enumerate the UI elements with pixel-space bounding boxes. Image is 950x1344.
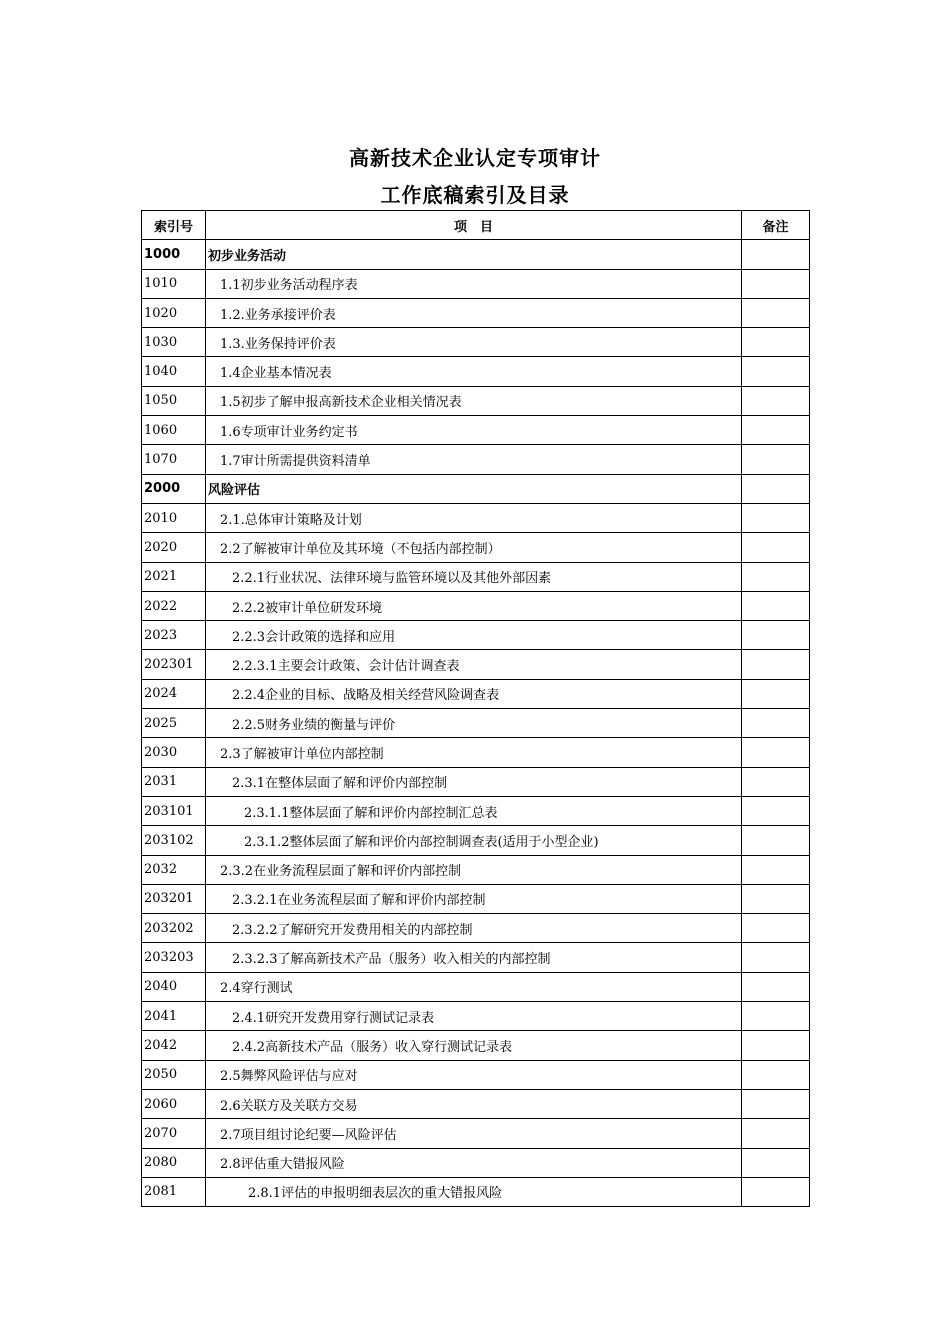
row-note: [742, 767, 810, 796]
row-item: 2.2.3会计政策的选择和应用: [206, 621, 742, 650]
row-code: 2080: [142, 1148, 206, 1177]
row-item: 2.5舞弊风险评估与应对: [206, 1060, 742, 1089]
table-row: [142, 328, 810, 357]
row-note: [742, 914, 810, 943]
row-code: 2010: [142, 503, 206, 532]
row-note: [742, 328, 810, 357]
row-item: 1.7审计所需提供资料清单: [206, 445, 742, 474]
row-code: 2060: [142, 1089, 206, 1118]
row-note: [742, 972, 810, 1001]
table-row: [142, 650, 810, 679]
table-row: [142, 240, 810, 269]
row-item: 1.3.业务保持评价表: [206, 328, 742, 357]
table-row: [142, 1177, 810, 1206]
row-code: 2000: [142, 474, 206, 503]
row-code: 2031: [142, 767, 206, 796]
row-note: [742, 591, 810, 620]
row-note: [742, 386, 810, 415]
row-item: 2.2.1行业状况、法律环境与监管环境以及其他外部因素: [206, 562, 742, 591]
table-row: [142, 1060, 810, 1089]
table-row: [142, 562, 810, 591]
row-note: [742, 826, 810, 855]
table-row: [142, 796, 810, 825]
table-row: [142, 621, 810, 650]
table-row: [142, 826, 810, 855]
row-note: [742, 738, 810, 767]
row-code: 1010: [142, 269, 206, 298]
row-note: [742, 855, 810, 884]
row-item: 2.2.5财务业绩的衡量与评价: [206, 709, 742, 738]
table-row: [142, 943, 810, 972]
row-code: 2032: [142, 855, 206, 884]
row-item: 2.2.2被审计单位研发环境: [206, 591, 742, 620]
table-header-row: [142, 211, 810, 240]
row-note: [742, 796, 810, 825]
row-item: 2.2.3.1主要会计政策、会计估计调查表: [206, 650, 742, 679]
row-note: [742, 1002, 810, 1031]
row-code: 2042: [142, 1031, 206, 1060]
row-note: [742, 650, 810, 679]
row-note: [742, 269, 810, 298]
table-row: [142, 855, 810, 884]
row-note: [742, 298, 810, 327]
table-row: [142, 679, 810, 708]
row-item: 2.3.1.1整体层面了解和评价内部控制汇总表: [206, 796, 742, 825]
row-code: 2081: [142, 1177, 206, 1206]
row-item: 2.3.1在整体层面了解和评价内部控制: [206, 767, 742, 796]
table-row: [142, 1089, 810, 1118]
row-item: 1.4企业基本情况表: [206, 357, 742, 386]
table-row: [142, 416, 810, 445]
row-code: 2040: [142, 972, 206, 1001]
row-code: 2025: [142, 709, 206, 738]
row-item: 2.4穿行测试: [206, 972, 742, 1001]
row-note: [742, 1177, 810, 1206]
row-item: 2.2了解被审计单位及其环境（不包括内部控制）: [206, 533, 742, 562]
table-row: [142, 503, 810, 532]
row-note: [742, 1060, 810, 1089]
table-row: [142, 914, 810, 943]
table-row: [142, 298, 810, 327]
row-note: [742, 943, 810, 972]
row-item: 2.3.2.2了解研究开发费用相关的内部控制: [206, 914, 742, 943]
row-item: 2.4.1研究开发费用穿行测试记录表: [206, 1002, 742, 1031]
row-code: 1050: [142, 386, 206, 415]
row-code: 2030: [142, 738, 206, 767]
row-item: 2.3.1.2整体层面了解和评价内部控制调查表(适用于小型企业): [206, 826, 742, 855]
table-row: [142, 357, 810, 386]
table-row: [142, 533, 810, 562]
row-item: 风险评估: [206, 474, 742, 503]
table-row: [142, 386, 810, 415]
page-title: 高新技术企业认定专项审计: [349, 146, 601, 170]
row-note: [742, 1089, 810, 1118]
table-row: [142, 1119, 810, 1148]
table-row: [142, 1031, 810, 1060]
table-row: [142, 445, 810, 474]
table-row: [142, 1002, 810, 1031]
row-item: 2.8评估重大错报风险: [206, 1148, 742, 1177]
row-code: 203202: [142, 914, 206, 943]
row-note: [742, 562, 810, 591]
row-item: 1.1初步业务活动程序表: [206, 269, 742, 298]
row-item: 2.3了解被审计单位内部控制: [206, 738, 742, 767]
row-item: 2.2.4企业的目标、战略及相关经营风险调查表: [206, 679, 742, 708]
row-note: [742, 884, 810, 913]
page-subtitle: 工作底稿索引及目录: [380, 183, 570, 207]
row-code: 203201: [142, 884, 206, 913]
row-note: [742, 1031, 810, 1060]
row-code: 2041: [142, 1002, 206, 1031]
row-item: 2.3.2在业务流程层面了解和评价内部控制: [206, 855, 742, 884]
row-code: 1070: [142, 445, 206, 474]
row-note: [742, 240, 810, 269]
row-note: [742, 1148, 810, 1177]
table-row: [142, 767, 810, 796]
table-row: [142, 738, 810, 767]
header-item: 项 目: [206, 211, 742, 240]
index-table: [141, 210, 810, 1207]
row-code: 2021: [142, 562, 206, 591]
row-item: 2.4.2高新技术产品（服务）收入穿行测试记录表: [206, 1031, 742, 1060]
row-note: [742, 357, 810, 386]
row-item: 2.1.总体审计策略及计划: [206, 503, 742, 532]
table-row: [142, 474, 810, 503]
row-code: 1060: [142, 416, 206, 445]
table-body: [142, 240, 810, 1207]
table-row: [142, 591, 810, 620]
row-note: [742, 474, 810, 503]
table-row: [142, 972, 810, 1001]
row-item: 2.7项目组讨论纪要—风险评估: [206, 1119, 742, 1148]
row-note: [742, 533, 810, 562]
row-code: 202301: [142, 650, 206, 679]
row-item: 2.3.2.1在业务流程层面了解和评价内部控制: [206, 884, 742, 913]
row-code: 1020: [142, 298, 206, 327]
row-item: 1.2.业务承接评价表: [206, 298, 742, 327]
row-item: 2.8.1评估的申报明细表层次的重大错报风险: [206, 1177, 742, 1206]
row-code: 2070: [142, 1119, 206, 1148]
table-row: [142, 269, 810, 298]
header-note: 备注: [742, 211, 810, 240]
row-code: 1040: [142, 357, 206, 386]
row-code: 1030: [142, 328, 206, 357]
row-note: [742, 445, 810, 474]
row-item: 1.6专项审计业务约定书: [206, 416, 742, 445]
row-code: 2023: [142, 621, 206, 650]
row-code: 2024: [142, 679, 206, 708]
row-item: 2.3.2.3了解高新技术产品（服务）收入相关的内部控制: [206, 943, 742, 972]
table-row: [142, 709, 810, 738]
row-note: [742, 1119, 810, 1148]
header-code: 索引号: [142, 211, 206, 240]
row-code: 2020: [142, 533, 206, 562]
row-code: 1000: [142, 240, 206, 269]
row-item: 初步业务活动: [206, 240, 742, 269]
row-code: 203203: [142, 943, 206, 972]
row-code: 203102: [142, 826, 206, 855]
row-code: 203101: [142, 796, 206, 825]
row-note: [742, 679, 810, 708]
table-row: [142, 884, 810, 913]
row-note: [742, 416, 810, 445]
row-note: [742, 503, 810, 532]
row-code: 2022: [142, 591, 206, 620]
row-code: 2050: [142, 1060, 206, 1089]
row-note: [742, 709, 810, 738]
row-item: 1.5初步了解申报高新技术企业相关情况表: [206, 386, 742, 415]
row-note: [742, 621, 810, 650]
row-item: 2.6关联方及关联方交易: [206, 1089, 742, 1118]
table-row: [142, 1148, 810, 1177]
